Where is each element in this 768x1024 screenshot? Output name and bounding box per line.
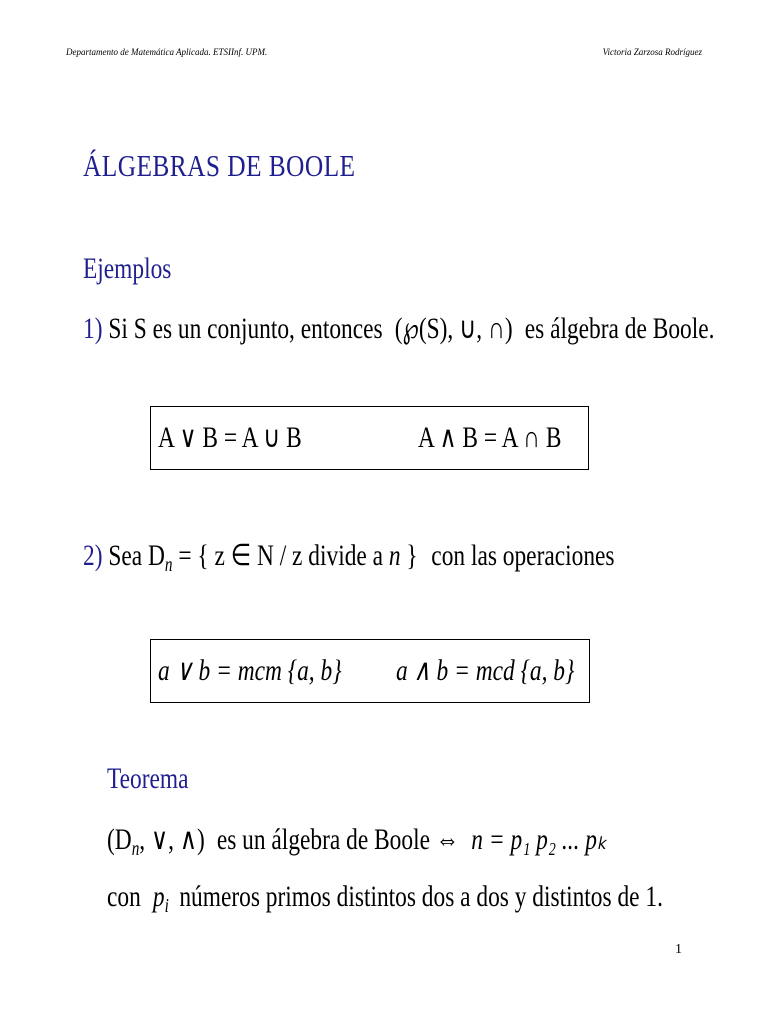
example-2-line xyxy=(83,538,615,577)
theorem-p: p xyxy=(152,880,165,913)
theorem-p-sub: i xyxy=(164,895,169,917)
example-2-set-close: } xyxy=(406,539,418,572)
theorem-heading: Teorema xyxy=(107,762,189,795)
example-2-set: = { z ∈ N / z divide a xyxy=(178,539,384,572)
box-1-meet: A ∧ B = A ∩ B xyxy=(418,421,562,454)
page-title: ÁLGEBRAS DE BOOLE xyxy=(83,148,356,183)
example-2-n: n xyxy=(388,539,401,572)
example-1-text-after: es álgebra de Boole. xyxy=(524,312,715,345)
theorem-con: con xyxy=(107,880,141,913)
example-2-sea: Sea xyxy=(108,539,143,572)
page-number: 1 xyxy=(675,942,682,957)
example-2-text-after: con las operaciones xyxy=(431,539,615,572)
example-2-number: 2) xyxy=(83,539,103,572)
theorem-line-1 xyxy=(107,822,607,861)
example-2-d-sub: n xyxy=(164,554,173,576)
formula-box-1 xyxy=(150,406,589,470)
example-1-number: 1) xyxy=(83,312,103,345)
formula-box-2 xyxy=(150,639,590,703)
header-right: Victoria Zarzosa Rodríguez xyxy=(602,47,702,57)
section-examples-heading: Ejemplos xyxy=(83,252,172,285)
theorem-condition: números primos distintos dos a dos y distintos de 1. xyxy=(179,880,663,913)
example-2-d: D xyxy=(147,539,165,572)
theorem-product: n = p₁ p₂ ... pₖ xyxy=(471,823,607,856)
box-2-meet: a ∧ b = mcd {a, b} xyxy=(396,654,575,687)
theorem-d-close: , ∨, ∧) xyxy=(139,823,205,856)
theorem-line-2 xyxy=(107,880,663,918)
box-1-join: A ∨ B = A ∪ B xyxy=(158,421,302,454)
theorem-d-sub: n xyxy=(131,838,140,860)
box-2-join: a ∨ b = mcm {a, b} xyxy=(158,654,342,687)
example-1-formula: (℘(S), ∪, ∩) xyxy=(394,312,513,345)
theorem-statement: es un álgebra de Boole ⇔ xyxy=(216,823,460,856)
theorem-d-open: (D xyxy=(107,823,132,856)
example-1-text-before: Si S es un conjunto, entonces xyxy=(108,312,383,345)
example-1-line xyxy=(83,311,714,346)
header-left: Departamento de Matemática Aplicada. ETSIInf. UPM. xyxy=(66,47,268,57)
